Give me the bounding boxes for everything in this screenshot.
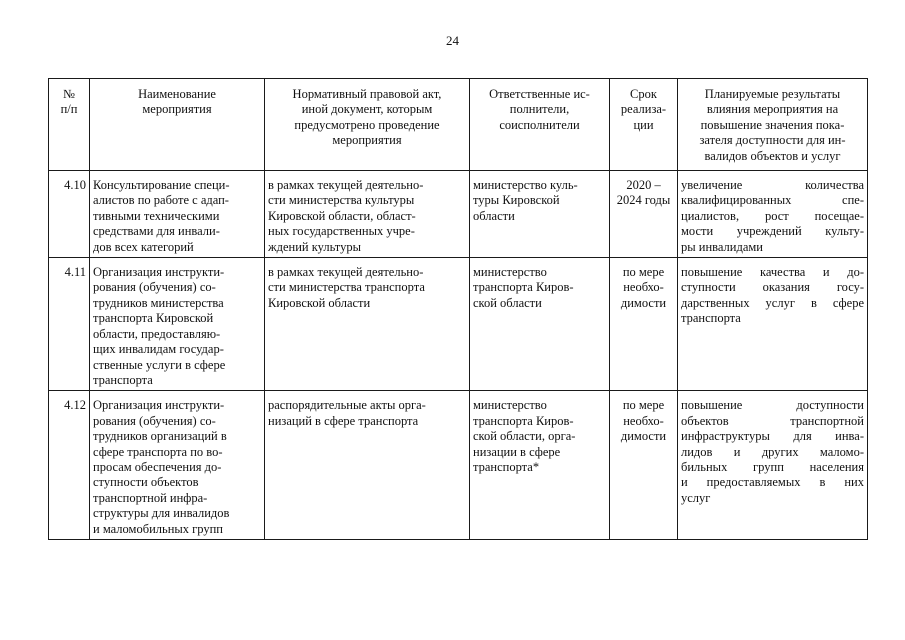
header-result xyxy=(678,79,868,171)
row-executors xyxy=(470,258,610,391)
table-header-row xyxy=(49,79,868,171)
cell-text-line: необхо- xyxy=(623,280,664,295)
cell-text-line: зателя доступности для ин- xyxy=(699,133,846,148)
cell-text-line: мероприятия xyxy=(142,102,212,117)
cell-text-line: и предоставляемых в них xyxy=(681,475,864,490)
cell-text-line: в рамках текущей деятельно- xyxy=(268,265,424,280)
header-act xyxy=(265,79,470,171)
cell-text-line: алистов по работе с адап- xyxy=(93,193,229,208)
cell-text-line: министерство xyxy=(473,265,547,280)
cell-text-line: мероприятия xyxy=(332,133,402,148)
cell-text-line: туры Кировской xyxy=(473,193,560,208)
cell-text-line: транспорта xyxy=(93,372,153,387)
cell-text-line: рования (обучения) со- xyxy=(93,280,216,295)
row-number: 4.10 xyxy=(49,171,90,258)
cell-text-line: Планируемые результаты xyxy=(704,87,841,101)
cell-text-line: предусмотрено проведение xyxy=(294,117,440,132)
row-name xyxy=(90,171,265,258)
cell-text-line: министерство куль- xyxy=(473,178,578,193)
cell-text-line: Организация инструкти- xyxy=(93,265,225,280)
cell-text-line: повышение доступности xyxy=(681,398,864,413)
cell-text-line: ской области xyxy=(473,295,542,310)
cell-text-line: низаций в сфере транспорта xyxy=(268,413,419,428)
row-executors xyxy=(470,391,610,540)
cell-text-line: Наименование xyxy=(138,87,216,101)
cell-text-line: ственные услуги в сфере xyxy=(93,357,226,372)
cell-text-line: услуг xyxy=(681,490,711,505)
cell-text-line: димости xyxy=(620,295,667,310)
cell-text-line: соисполнители xyxy=(499,117,580,132)
row-act xyxy=(265,258,470,391)
cell-text-line: щих инвалидам государ- xyxy=(93,342,224,357)
row-act xyxy=(265,171,470,258)
cell-text-line: реализа- xyxy=(620,102,667,117)
cell-text-line: транспорта Кировской xyxy=(93,311,214,326)
cell-text-line: мости учреждений культу- xyxy=(681,224,864,239)
cell-text-line: транспортной инфра- xyxy=(93,490,208,505)
row-result xyxy=(678,258,868,391)
cell-text-line: иной документ, которым xyxy=(301,102,433,117)
cell-text-line: области xyxy=(473,208,515,223)
row-name xyxy=(90,258,265,391)
cell-text-line: объектов транспортной xyxy=(681,413,864,428)
cell-text-line: 2020 – xyxy=(626,178,661,193)
cell-text-line: и маломобильных групп xyxy=(93,521,223,536)
row-term xyxy=(610,258,678,391)
cell-text-line: рования (обучения) со- xyxy=(93,413,216,428)
cell-text-line: средствами для инвали- xyxy=(93,224,220,239)
row-result xyxy=(678,391,868,540)
cell-text-line: распорядительные акты орга- xyxy=(268,398,426,413)
cell-text-line: квалифицированных спе- xyxy=(681,193,864,208)
cell-text-line: ской области, орга- xyxy=(473,429,576,444)
cell-text-line: просам обеспечения до- xyxy=(93,459,222,474)
cell-text-line: транспорта Киров- xyxy=(473,413,574,428)
cell-text-line: низации в сфере xyxy=(473,444,561,459)
cell-text-line: в рамках текущей деятельно- xyxy=(268,178,424,193)
table-row xyxy=(49,171,868,258)
cell-text-line: № xyxy=(63,87,75,101)
cell-text-line: транспорта* xyxy=(473,459,540,474)
cell-text-line: сти министерства культуры xyxy=(268,193,415,208)
page-number: 24 xyxy=(446,33,459,48)
cell-text-line: ждений культуры xyxy=(268,239,361,254)
cell-text-line: Кировской области, област- xyxy=(268,208,416,223)
cell-text-line: Консультирование специ- xyxy=(93,178,230,193)
cell-text-line: дов всех категорий xyxy=(93,239,194,254)
cell-text-line: транспорта Киров- xyxy=(473,280,574,295)
row-term xyxy=(610,391,678,540)
cell-text-line: ции xyxy=(633,117,654,132)
cell-text-line: Ответственные ис- xyxy=(489,87,590,101)
row-name xyxy=(90,391,265,540)
cell-text-line: ступности объектов xyxy=(93,475,199,490)
cell-text-line: необхо- xyxy=(623,413,664,428)
cell-text-line: по мере xyxy=(622,398,665,413)
cell-text-line: повышение качества и до- xyxy=(681,265,864,280)
measures-table xyxy=(48,78,868,540)
header-num xyxy=(49,79,90,171)
cell-text-line: Нормативный правовой акт, xyxy=(292,87,442,101)
cell-text-line: сфере транспорта по во- xyxy=(93,444,223,459)
cell-text-line: транспорта xyxy=(681,311,741,326)
cell-text-line: 2024 годы xyxy=(616,193,671,208)
cell-text-line: п/п xyxy=(60,102,78,117)
cell-text-line: димости xyxy=(620,429,667,444)
cell-text-line: инфраструктуры для инва- xyxy=(681,429,864,444)
row-number: 4.11 xyxy=(49,258,90,391)
cell-text-line: по мере xyxy=(622,265,665,280)
cell-text-line: ных государственных учре- xyxy=(268,224,415,239)
cell-text-line: бильных групп населения xyxy=(681,459,864,474)
cell-text-line: министерство xyxy=(473,398,547,413)
table-row xyxy=(49,258,868,391)
cell-text-line: структуры для инвалидов xyxy=(93,506,230,521)
header-term xyxy=(610,79,678,171)
cell-text-line: области, предоставляю- xyxy=(93,326,221,341)
cell-text-line: тивными техническими xyxy=(93,208,220,223)
cell-text-line: сти министерства транспорта xyxy=(268,280,425,295)
cell-text-line: ступности оказания госу- xyxy=(681,280,864,295)
cell-text-line: полнители, xyxy=(509,102,570,117)
cell-text-line: трудников организаций в xyxy=(93,429,227,444)
cell-text-line: Организация инструкти- xyxy=(93,398,225,413)
row-act xyxy=(265,391,470,540)
cell-text-line: влияния мероприятия на xyxy=(706,102,839,117)
cell-text-line: ры инвалидами xyxy=(681,239,763,254)
row-term xyxy=(610,171,678,258)
header-executors xyxy=(470,79,610,171)
table-row xyxy=(49,391,868,540)
cell-text-line: Кировской области xyxy=(268,295,371,310)
cell-text-line: валидов объектов и услуг xyxy=(704,148,841,163)
cell-text-line: повышение значения пока- xyxy=(700,117,845,132)
row-result xyxy=(678,171,868,258)
cell-text-line: трудников министерства xyxy=(93,295,224,310)
cell-text-line: увеличение количества xyxy=(681,178,864,193)
cell-text-line: Срок xyxy=(630,87,657,101)
header-name xyxy=(90,79,265,171)
cell-text-line: дарственных услуг в сфере xyxy=(681,295,864,310)
row-number: 4.12 xyxy=(49,391,90,540)
cell-text-line: лидов и других маломо- xyxy=(681,444,864,459)
row-executors xyxy=(470,171,610,258)
cell-text-line: циалистов, рост посещае- xyxy=(681,208,864,223)
